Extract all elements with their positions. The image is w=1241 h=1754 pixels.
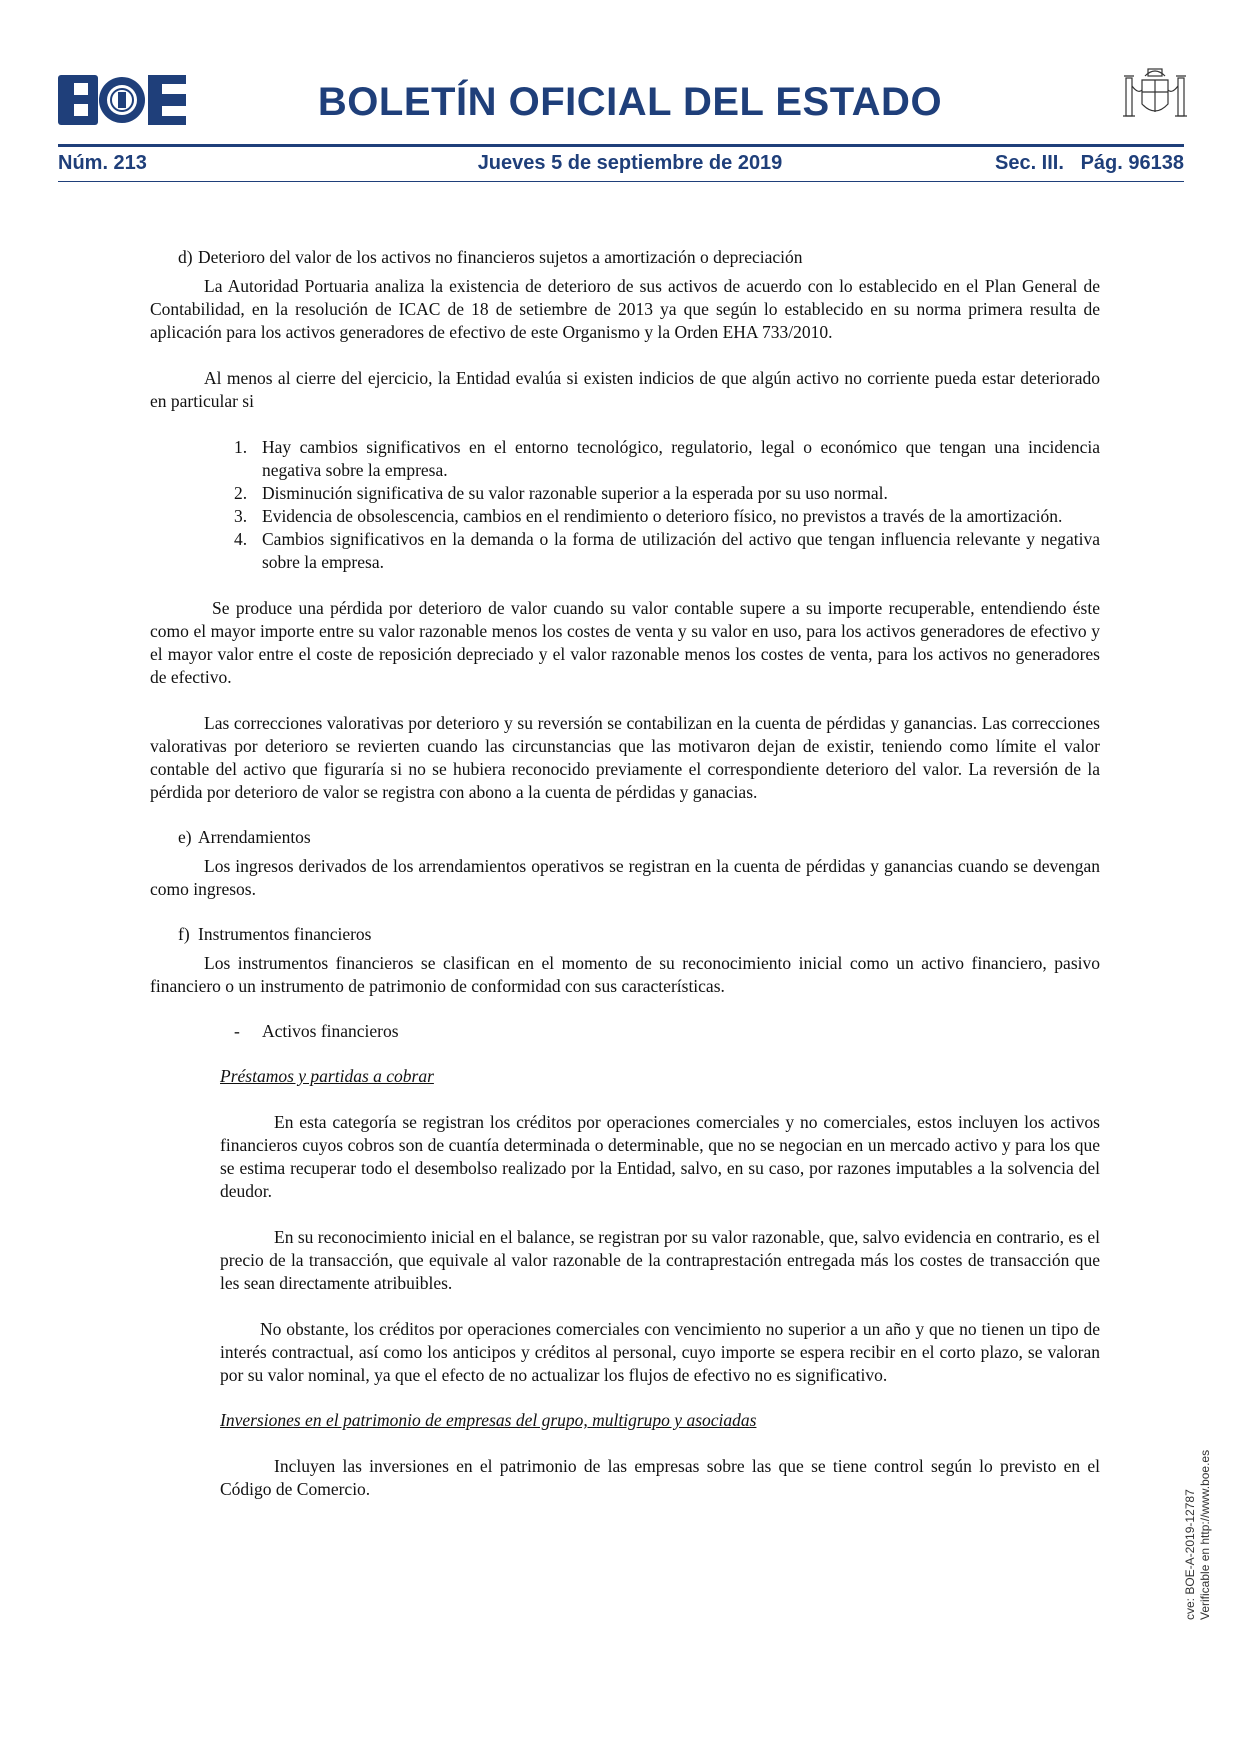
issue-number: Núm. 213 bbox=[58, 152, 147, 174]
subsection-title-prestamos: Préstamos y partidas a cobrar bbox=[220, 1066, 434, 1086]
paragraph: Los ingresos derivados de los arrendamientos operativos se registran en la cuenta de pérdidas y ganancias cuando se devengan como ingresos. bbox=[150, 856, 1100, 899]
list-item: 2. Disminución significativa de su valor razonable superior a la esperada por su uso normal. bbox=[234, 483, 888, 503]
verification-note bbox=[1183, 1450, 1213, 1620]
document-body bbox=[150, 246, 1100, 1501]
header-rule bbox=[58, 144, 1184, 147]
section-page: Sec. III. Pág. 96138 bbox=[994, 152, 1184, 174]
coat-of-arms-icon bbox=[1120, 64, 1190, 130]
list-item: 3. Evidencia de obsolescencia, cambios en el rendimiento o deterioro físico, no previstos a través de la amortización. bbox=[234, 506, 1063, 526]
paragraph: Al menos al cierre del ejercicio, la Entidad evalúa si existen indicios de que algún activo no corriente pueda estar deteriorado en particular si bbox=[150, 368, 1100, 411]
paragraph: Los instrumentos financieros se clasifican en el momento de su reconocimiento inicial como un activo financiero, pasivo financiero o un instrumento de patrimonio de conformidad con sus características. bbox=[150, 953, 1100, 996]
subsection-title-inversiones: Inversiones en el patrimonio de empresas del grupo, multigrupo y asociadas bbox=[220, 1410, 757, 1430]
paragraph: No obstante, los créditos por operaciones comerciales con vencimiento no superior a un año y que no tienen un tipo de interés contractual, así como los anticipos y créditos al personal, cuyo importe se espera recibir en el corto plazo, se valoran por su valor nominal, ya que el efecto de no actualizar los flujos de efectivo no es significativo. bbox=[220, 1319, 1100, 1385]
paragraph: En su reconocimiento inicial en el balance, se registran por su valor razonable, que, salvo evidencia en contrario, es el precio de la transacción, que equivale al valor razonable de la contraprestación entregada más los costes de transacción que les sean directamente atribuibles. bbox=[220, 1227, 1100, 1293]
subsection-activos: - Activos financieros bbox=[234, 1021, 399, 1041]
paragraph: Incluyen las inversiones en el patrimonio de las empresas sobre las que se tiene control según lo previsto en el Código de Comercio. bbox=[220, 1456, 1100, 1499]
indicators-list bbox=[150, 436, 1100, 574]
paragraph: Las correcciones valorativas por deterioro y su reversión se contabilizan en la cuenta de pérdidas y ganancias. Las correcciones valorativas por deterioro se revierten cuando las circunstancias que las motivaron dejan de existir, teniendo como límite el valor contable del activo que figuraría si no se hubiera reconocido previamente el correspondiente deterioro del valor. La reversión de la pérdida por deterioro de valor se registra con abono a la cuenta de pérdidas y ganacias. bbox=[150, 713, 1100, 802]
cve-code: cve: BOE-A-2019-12787 bbox=[1183, 1489, 1197, 1620]
section-heading-e: e) Arrendamientos bbox=[178, 827, 311, 847]
section-heading-f: f) Instrumentos financieros bbox=[178, 924, 372, 944]
paragraph: La Autoridad Portuaria analiza la existencia de deterioro de sus activos de acuerdo con lo establecido en el Plan General de Contabilidad, en la resolución de ICAC de 18 de setiembre de 2013 ya que según lo establecido en su norma primera resulta de aplicación para los activos generadores de efectivo de este Organismo y la Orden EHA 733/2010. bbox=[150, 276, 1100, 342]
list-item: 1. Hay cambios significativos en el entorno tecnológico, regulatorio, legal o económico que tengan una incidencia negativa sobre la empresa. bbox=[234, 437, 1100, 480]
issue-date: Jueves 5 de septiembre de 2019 bbox=[477, 152, 783, 174]
paragraph: En esta categoría se registran los créditos por operaciones comerciales y no comerciales, estos incluyen los activos financieros cuyos cobros son de cuantía determinada o determinable, que no se negocian en un mercado activo y para los que se estima recuperar todo el desembolso realizado por la Entidad, salvo, en su caso, por razones imputables a la solvencia del deudor. bbox=[220, 1112, 1100, 1201]
paragraph: Se produce una pérdida por deterioro de valor cuando su valor contable supere a su importe recuperable, entendiendo éste como el mayor importe entre su valor razonable menos los costes de venta y su valor en uso, para los activos generadores de efectivo y el mayor valor entre el coste de reposición depreciado y el valor razonable menos los costes de venta, para los activos no generadores de efectivo. bbox=[150, 598, 1100, 687]
section-heading-d: d) Deterioro del valor de los activos no financieros sujetos a amortización o depreciación bbox=[178, 247, 803, 267]
boe-logo bbox=[58, 75, 186, 125]
verify-link: Verificable en http://www.boe.es bbox=[1198, 1449, 1212, 1620]
masthead-title: BOLETÍN OFICIAL DEL ESTADO bbox=[317, 80, 943, 124]
header-rule-bottom bbox=[58, 181, 1184, 182]
list-item: 4. Cambios significativos en la demanda o la forma de utilización del activo que tengan influencia relevante y negativa sobre la empresa. bbox=[234, 529, 1100, 572]
